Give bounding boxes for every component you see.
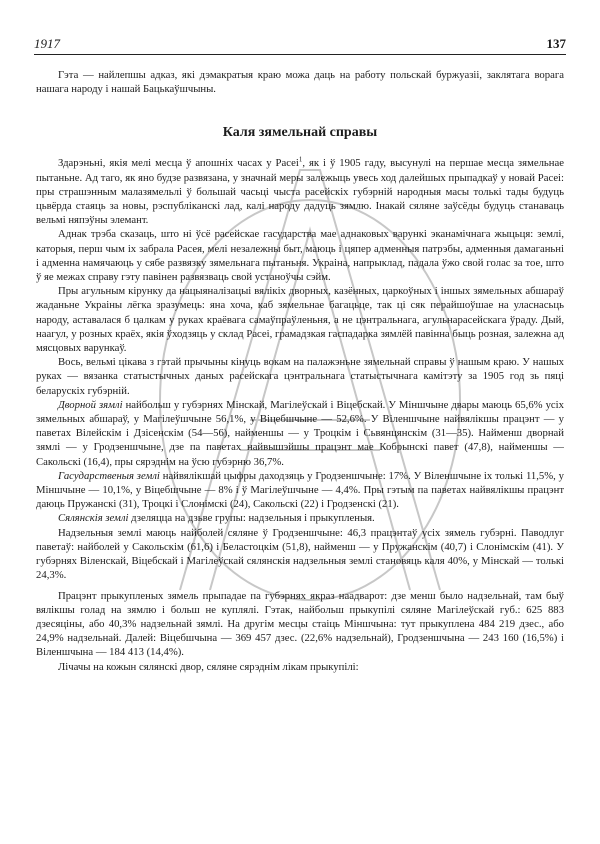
paragraph-7-label: Сялянскія землі — [58, 512, 129, 525]
page-body — [36, 68, 564, 674]
paragraph-1-text-b: , як і ў 1905 гаду, высунулі на першае месца зямельнае пытаньне. Ад таго, як яно будзе развязана, у значнай меры залежыць увесь ход далейшых прыпадкаў у новай Расеі: пры страшэнным малазямельлі ў большай часьці чыста расейскіх губэрній народныя масы толькі тады будуць цьвёрда стаяць за новы, рэспубліканскі лад, калі народу дадуць зямлю. Інакай сяляне заўсёды будуць станаваць вельмі няпэўны элемант. — [36, 157, 564, 227]
paragraph-6-text: найвялікшай цыфры даходзяць у Гродзеншчыне: 17%. У Віленшчыне іх толькі 11,5%, у Міншчыне — 10,1%, у Віцебшчыне — 8% і ў Магілеўшчыне — 4,4%. Пры гэтым па паветах найвялікшы працэнт даюць Пружанскі (31), Троцкі і Слонімскі (24), Сакольскі (22) і Гродзенскі (21). — [36, 469, 564, 511]
header-year: 1917 — [34, 36, 60, 51]
intro-paragraph: Гэта — найлепшы адказ, які дэмакратыя краю можа даць на работу польскай буржуазіі, заклятага ворага нашага народу і нашай Бацькаўшчыны. — [36, 69, 564, 96]
paragraph-6-label: Гасударственыя землі — [58, 469, 160, 482]
paragraph-7 — [36, 511, 564, 525]
paragraph-8: Надзельныя землі маюць найболей сяляне ў Гродзеншчыне: 46,3 працэнтаў усіх зямель губэрні. Паводлуг паветаў: найболей у Сакольскім (61,6) і Беластоцкім (51,8), найменш — у Пружанскім (40,7) і Слонімскім (41). У губэрнях Віленскай, Віцебскай і Магілеўскай сялянскія надзельныя землі становяць каля 40%, у Мінскай — толькі 24,3%. — [36, 526, 564, 582]
paragraph-1 — [36, 156, 564, 227]
paragraph-7-text: дзеляцца на дзьве групы: надзельныя і прыкупленыя. — [128, 512, 375, 525]
paragraph-5 — [36, 398, 564, 469]
paragraph-5-text: найбольш у губэрнях Мінскай, Магілеўскай і Віцебскай. У Міншчыне двары маюць 65,6% усіх зямельных абшараў, у Магілеўшчыне 56,1%, у Віцебшчыне — 52,6%. У Віленшчыне найвялікшы працэнт — у паветах Вілейскім і Дзісенскім (54—56), найменшы — у Троцкім і Сьвянцянскім (31—35). Найменш дворнай зямлі — у Гродзеншчыне, дзе па паветах найвышэйшы працэнт мае Кобрынскі павет (47,8), найменшы — Сакольскі (16,4), пры сярэднім на ўсю губэрню 36,7%. — [36, 398, 564, 468]
paragraph-9: Працэнт прыкупленых зямель прыпадае па губэрнях якраз наадварот: дзе менш было надзельнай, там быў вялікшы голад на зямлю і больш не куплялі. Гэтак, найбольш прыкупілі сяляне Магілеўскай губ.: 625 883 дзесяціны, або 40,3% надзельнай зямлі. На другім месцы стаіць Міншчына: тут прыкуплена 484 219 дзес., або 24,9% надзельнай. Далей: Віцебшчына — 369 457 дзес. (22,6% надзельнай), Гродзеншчына — 243 160 (16,5%) і Віленшчына — 184 413 (14,4%). — [36, 589, 564, 659]
paragraph-10: Лічачы на кожын сялянскі двор, сяляне сярэднім лікам прыкупілі: — [58, 660, 359, 673]
paragraph-4: Вось, вельмі цікава з гэтай прычыны кінуць вокам на палажэньне зямельнай справы ў нашым краю. У нашых руках — вязанка статыстычных даных расейскага цэнтральнага статыстычнага камітэту за 1905 год зь пяці беларускіх губэрній. — [36, 356, 564, 397]
paragraph-5-label: Дворной зямлі — [58, 398, 123, 411]
paragraph-1-text-a: Здарэньні, якія мелі месца ў апошніх часах у Расеі — [58, 157, 299, 170]
header-rule — [34, 54, 566, 55]
running-header — [34, 36, 566, 54]
footnote-mark: 1 — [298, 155, 303, 164]
paragraph-3: Пры агульным кірунку да нацыяналізацыі вялікіх дворных, казённых, царкоўных і іншых зямельных абшараў жаданьне Украіны лёгка зразумець: яна хоча, каб зямельнае багацьце, так ці сяк перайшоўшае на уласнасьць народу, аставалася б цалкам у руках краёвага самаўпраўленьня, а не цэнтральнага, агульнарасейскага ўраду. Дый, наагул, у розных краёх, якія ўходзяць у склад Расеі, грамадзкая гаспадарка зямлёй павінна быць розная, залежна ад мясцовых варункаў. — [36, 285, 564, 355]
section-title: Каля зямельнай справы — [222, 125, 378, 141]
page-number: 137 — [546, 36, 566, 51]
paragraph-6 — [36, 469, 564, 512]
paragraph-2: Аднак трэба сказаць, што ні ўсё расейскае гасударства мае аднаковых варункі эканамічнага жыцьця: землі, каторыя, перш чым іх забрала Расея, мелі незалежны быт, маюць і цяпер адменныя патрэбы, адменныя дамаганьні і адменна намячаюць у сябе развязку зямельнага пытаньня. Украіна, напрыклад, падала ўжо свой голас за тое, што ў яе межах справу гэту павінен развязваць свой устаноўчы сэйм. — [36, 228, 564, 284]
